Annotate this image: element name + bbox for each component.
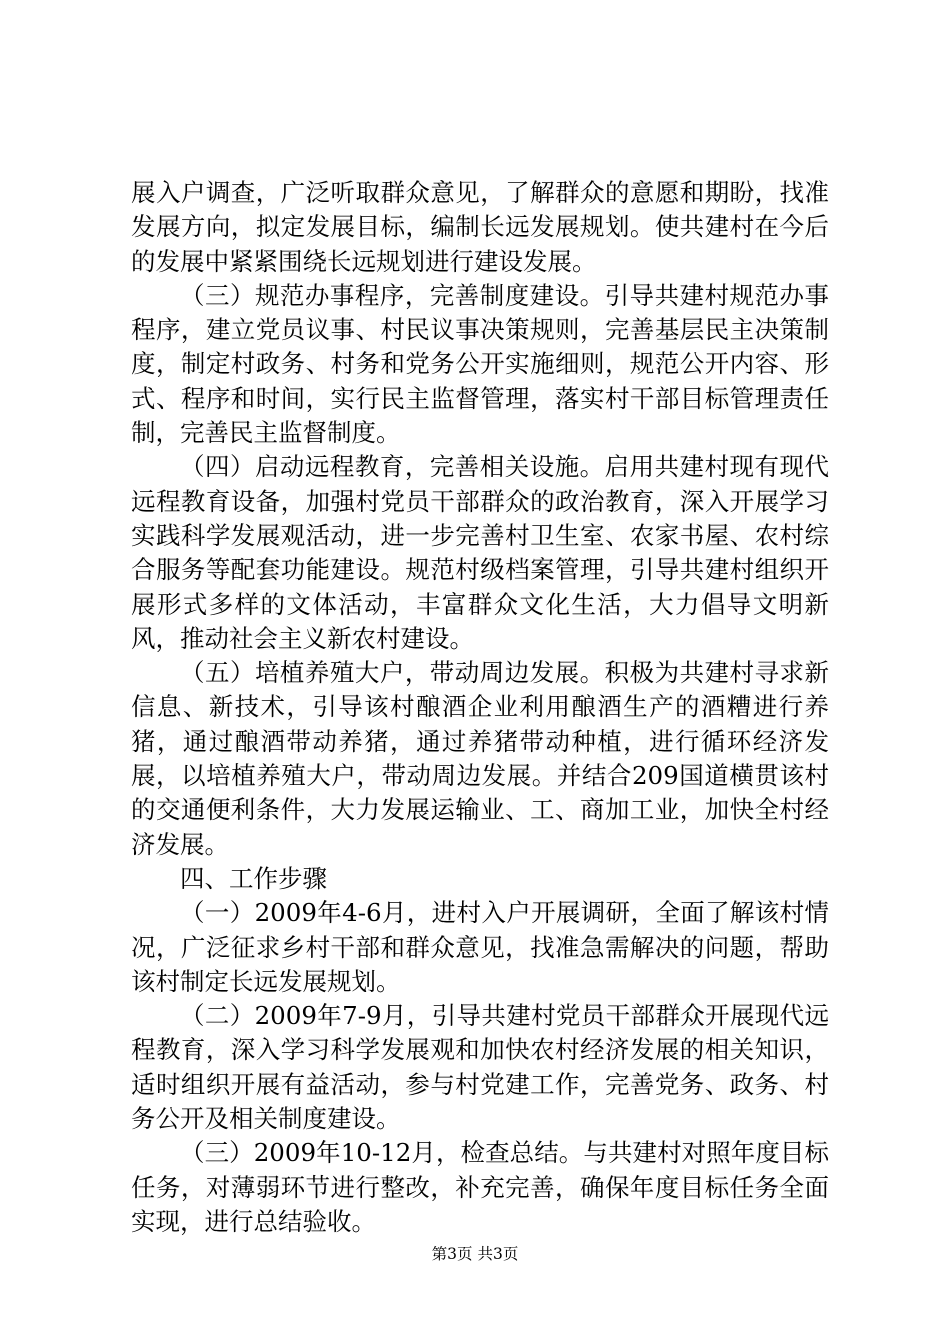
paragraph-step-3: （三）2009年10-12月，检查总结。与共建村对照年度目标任务，对薄弱环节进行整改，补充完善，确保年度目标任务全面实现，进行总结验收。 (131, 1138, 829, 1236)
paragraph-section-3: （三）规范办事程序，完善制度建设。引导共建村规范办事程序，建立党员议事、村民议事决策规则，完善基层民主决策制度，制定村政务、村务和党务公开实施细则，规范公开内容、形式、程序和时间，实行民主监督管理，落实村干部目标管理责任制，完善民主监督制度。 (131, 280, 829, 448)
paragraph-continuation: 展入户调查，广泛听取群众意见，了解群众的意愿和期盼，找准发展方向，拟定发展目标，编制长远发展规划。使共建村在今后的发展中紧紧围绕长远规划进行建设发展。 (131, 178, 829, 276)
paragraph-section-4: （四）启动远程教育，完善相关设施。启用共建村现有现代远程教育设备，加强村党员干部群众的政治教育，深入开展学习实践科学发展观活动，进一步完善村卫生室、农家书屋、农村综合服务等配套功能建设。规范村级档案管理，引导共建村组织开展形式多样的文体活动，丰富群众文化生活，大力倡导文明新风，推动社会主义新农村建设。 (131, 452, 829, 653)
paragraph-step-2: （二）2009年7-9月，引导共建村党员干部群众开展现代远程教育，深入学习科学发展观和加快农村经济发展的相关知识，适时组织开展有益活动，参与村党建工作，完善党务、政务、村务公开及相关制度建设。 (131, 1001, 829, 1134)
page-footer: 第3页 共3页 (431, 1245, 519, 1263)
paragraph-section-5: （五）培植养殖大户，带动周边发展。积极为共建村寻求新信息、新技术，引导该村酿酒企业利用酿酒生产的酒糟进行养猪，通过酿酒带动养猪，通过养猪带动种植，进行循环经济发展，以培植养殖大户，带动周边发展。并结合209国道横贯该村的交通便利条件，大力发展运输业、工、商加工业，加快全村经济发展。 (131, 658, 829, 859)
section-heading-work-steps: 四、工作步骤 (180, 863, 327, 893)
document-body (131, 176, 829, 1239)
paragraph-step-1: （一）2009年4-6月，进村入户开展调研，全面了解该村情况，广泛征求乡村干部和群众意见，找准急需解决的问题，帮助该村制定长远发展规划。 (131, 898, 829, 996)
